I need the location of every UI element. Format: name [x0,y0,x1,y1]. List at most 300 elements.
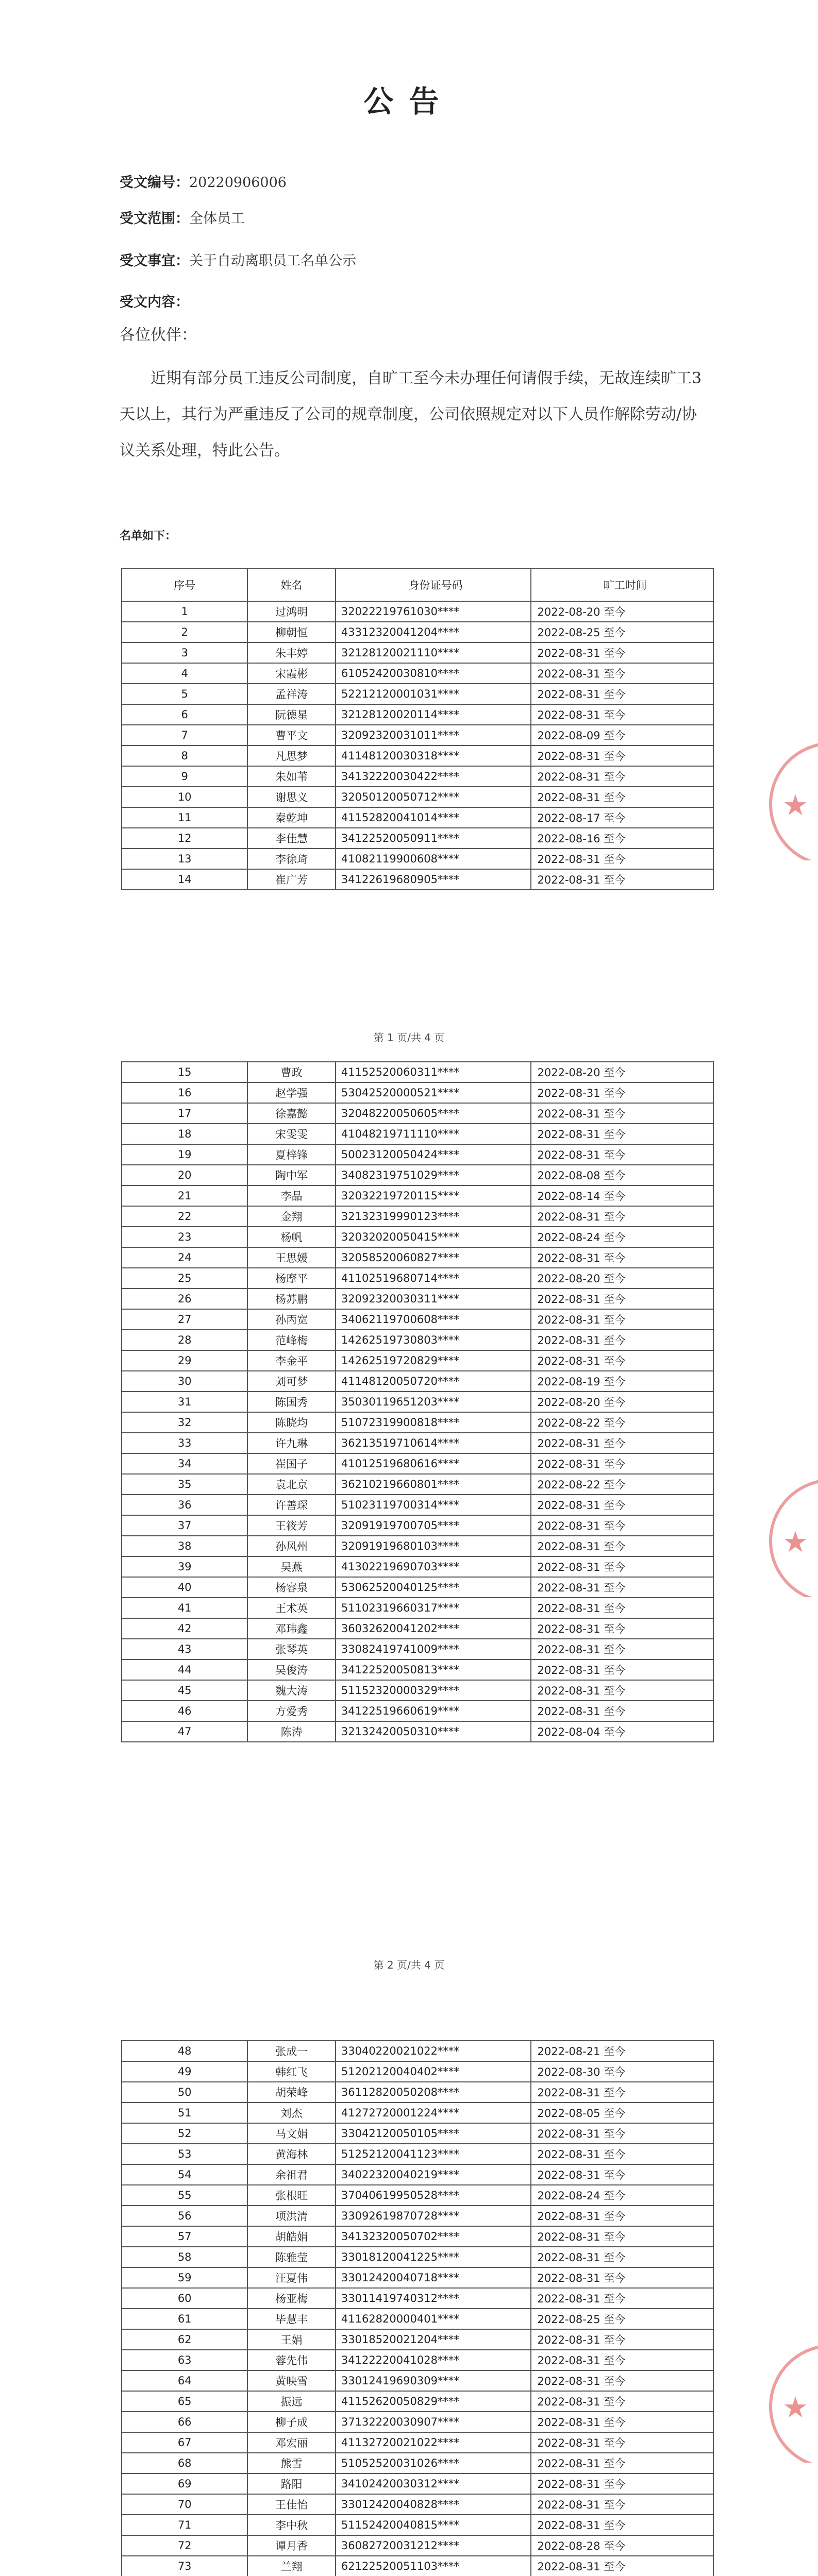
row-number: 59 [122,2267,247,2288]
employee-name: 杨亚梅 [247,2288,336,2309]
absence-date: 2022-08-31 至今 [531,745,714,766]
absence-date: 2022-08-31 至今 [531,1144,714,1165]
id-number: 32032219720115**** [336,1185,531,1206]
edge-stamp-1 [769,742,818,860]
table-row [122,2123,713,2144]
row-number: 22 [122,1206,247,1227]
id-number: 51072319900818**** [336,1412,531,1433]
id-number: 32048220050605**** [336,1103,531,1124]
id-number: 36032620041202**** [336,1618,531,1639]
table-row [122,1144,713,1165]
employee-name: 汪夏伟 [247,2267,336,2288]
employee-name: 许九琳 [247,1433,336,1453]
employee-name: 李金平 [247,1350,336,1371]
table-row [122,2309,713,2329]
id-number: 41302219690703**** [336,1556,531,1577]
employee-name: 胡皓娟 [247,2226,336,2247]
row-number: 19 [122,1144,247,1165]
star-icon: ★ [782,789,809,822]
id-number: 61052420030810**** [336,663,531,684]
absence-date: 2022-08-31 至今 [531,1082,714,1103]
row-number: 70 [122,2494,247,2515]
absence-date: 2022-08-31 至今 [531,1433,714,1453]
employee-name: 孙风州 [247,1536,336,1556]
row-number: 27 [122,1309,247,1330]
row-number: 14 [122,869,247,890]
employee-name: 陈国秀 [247,1392,336,1412]
absence-date: 2022-08-31 至今 [531,1536,714,1556]
table-row [122,2473,713,2494]
table-row [122,1659,713,1680]
absence-date: 2022-08-31 至今 [531,2267,714,2288]
id-number: 33011419740312**** [336,2288,531,2309]
row-number: 30 [122,1371,247,1392]
table-row [122,642,713,663]
table-row [122,766,713,787]
absence-date: 2022-08-31 至今 [531,2288,714,2309]
employee-name: 吴俊涛 [247,1659,336,1680]
table-row [122,1082,713,1103]
absence-date: 2022-08-31 至今 [531,2556,714,2576]
absence-date: 2022-08-31 至今 [531,1577,714,1598]
field-value: 全体员工 [189,211,245,227]
table-row [122,1412,713,1433]
row-number: 18 [122,1124,247,1144]
id-number: 41012519680616**** [336,1453,531,1474]
absence-date: 2022-08-31 至今 [531,2144,714,2164]
row-number: 12 [122,828,247,849]
employee-name: 范峰梅 [247,1330,336,1350]
row-number: 54 [122,2164,247,2185]
table-row [122,2247,713,2267]
row-number: 67 [122,2432,247,2453]
row-number: 6 [122,704,247,725]
row-number: 38 [122,1536,247,1556]
absence-date: 2022-08-31 至今 [531,1618,714,1639]
table-row [122,745,713,766]
row-number: 37 [122,1515,247,1536]
notice-field-content [120,291,189,311]
row-number: 39 [122,1556,247,1577]
employee-name: 袁北京 [247,1474,336,1495]
id-number: 36210219660801**** [336,1474,531,1495]
id-number: 50023120050424**** [336,1144,531,1165]
row-number: 41 [122,1598,247,1618]
row-number: 11 [122,807,247,828]
row-number: 36 [122,1495,247,1515]
absence-date: 2022-08-20 至今 [531,1062,714,1082]
employee-name: 柳朝恒 [247,622,336,642]
absence-date: 2022-08-09 至今 [531,725,714,745]
absence-date: 2022-08-31 至今 [531,1515,714,1536]
row-number: 32 [122,1412,247,1433]
absence-date: 2022-08-20 至今 [531,1392,714,1412]
table-row [122,2350,713,2370]
employee-name: 黄映雪 [247,2370,336,2391]
table-row [122,2494,713,2515]
id-number: 36082720031212**** [336,2535,531,2556]
id-number: 51152420040815**** [336,2515,531,2535]
table-row [122,725,713,745]
employee-table-page-2 [121,1061,714,1742]
employee-name: 吴燕 [247,1556,336,1577]
table-row [122,2391,713,2412]
absence-date: 2022-08-31 至今 [531,2350,714,2370]
row-number: 69 [122,2473,247,2494]
employee-name: 杨苏鹏 [247,1289,336,1309]
absence-date: 2022-08-31 至今 [531,2370,714,2391]
employee-name: 魏大涛 [247,1680,336,1701]
table-row [122,1062,713,1082]
row-number: 56 [122,2206,247,2226]
id-number: 14262519730803**** [336,1330,531,1350]
table-header-cell: 旷工时间 [531,568,714,601]
row-number: 50 [122,2082,247,2103]
row-number: 3 [122,642,247,663]
absence-date: 2022-08-31 至今 [531,1556,714,1577]
id-number: 32092320031011**** [336,725,531,745]
row-number: 2 [122,622,247,642]
absence-date: 2022-08-31 至今 [531,2391,714,2412]
id-number: 41148120030318**** [336,745,531,766]
employee-name: 王术英 [247,1598,336,1618]
row-number: 16 [122,1082,247,1103]
field-value: 关于自动离职员工名单公示 [189,253,356,269]
row-number: 10 [122,787,247,807]
employee-name: 杨容泉 [247,1577,336,1598]
employee-name: 熊雪 [247,2453,336,2473]
notice-field-scope [120,207,245,227]
row-number: 5 [122,684,247,704]
employee-table-page-3 [121,2040,714,2576]
id-number: 41102519680714**** [336,1268,531,1289]
id-number: 34102420030312**** [336,2473,531,2494]
id-number: 43312320041204**** [336,622,531,642]
absence-date: 2022-08-25 至今 [531,2309,714,2329]
id-number: 41162820000401**** [336,2309,531,2329]
row-number: 4 [122,663,247,684]
id-number: 34122220041028**** [336,2350,531,2370]
row-number: 43 [122,1639,247,1659]
absence-date: 2022-08-31 至今 [531,787,714,807]
absence-date: 2022-08-14 至今 [531,1185,714,1206]
absence-date: 2022-08-31 至今 [531,2453,714,2473]
table-row [122,787,713,807]
table-header-row [122,568,713,601]
table-row [122,2515,713,2535]
table-row [122,2329,713,2350]
employee-name: 马文娟 [247,2123,336,2144]
id-number: 32128120021110**** [336,642,531,663]
row-number: 1 [122,601,247,622]
id-number: 41082119900608**** [336,849,531,869]
employee-name: 邓宏丽 [247,2432,336,2453]
id-number: 34122520050813**** [336,1659,531,1680]
id-number: 53062520040125**** [336,1577,531,1598]
table-row [122,1453,713,1474]
id-number: 33042120050105**** [336,2123,531,2144]
id-number: 51102319660317**** [336,1598,531,1618]
id-number: 34132220030422**** [336,766,531,787]
row-number: 73 [122,2556,247,2576]
absence-date: 2022-08-16 至今 [531,828,714,849]
id-number: 32128120020114**** [336,704,531,725]
row-number: 35 [122,1474,247,1495]
field-value: 20220906006 [189,175,287,191]
field-key: 受文事宜： [120,253,189,269]
table-row [122,1680,713,1701]
employee-name: 韩红飞 [247,2061,336,2082]
row-number: 53 [122,2144,247,2164]
table-row [122,1598,713,1618]
absence-date: 2022-08-31 至今 [531,766,714,787]
id-number: 51023119700314**** [336,1495,531,1515]
row-number: 62 [122,2329,247,2350]
id-number: 51152320000329**** [336,1680,531,1701]
absence-date: 2022-08-31 至今 [531,2494,714,2515]
employee-name: 宋霞彬 [247,663,336,684]
row-number: 60 [122,2288,247,2309]
absence-date: 2022-08-20 至今 [531,1268,714,1289]
absence-date: 2022-08-31 至今 [531,1206,714,1227]
employee-name: 徐嘉懿 [247,1103,336,1124]
table-row [122,2206,713,2226]
employee-name: 李晶 [247,1185,336,1206]
employee-name: 蓉先伟 [247,2350,336,2370]
absence-date: 2022-08-31 至今 [531,1598,714,1618]
table-row [122,1721,713,1742]
notice-field-subject [120,249,356,269]
table-row [122,1309,713,1330]
table-row [122,2164,713,2185]
field-key: 受文内容： [120,294,189,310]
employee-name: 李佳慧 [247,828,336,849]
absence-date: 2022-08-31 至今 [531,2226,714,2247]
absence-date: 2022-08-22 至今 [531,1412,714,1433]
employee-name: 张琴英 [247,1639,336,1659]
id-number: 51202120040402**** [336,2061,531,2082]
table-row [122,1639,713,1659]
id-number: 41152520060311**** [336,1062,531,1082]
id-number: 36213519710614**** [336,1433,531,1453]
id-number: 34122520050911**** [336,828,531,849]
employee-name: 陈涛 [247,1721,336,1742]
employee-name: 崔国子 [247,1453,336,1474]
id-number: 34122519660619**** [336,1701,531,1721]
table-row [122,2226,713,2247]
employee-name: 朱丰婷 [247,642,336,663]
star-icon: ★ [782,1526,809,1559]
row-number: 63 [122,2350,247,2370]
id-number: 32092320030311**** [336,1289,531,1309]
absence-date: 2022-08-24 至今 [531,1227,714,1247]
employee-name: 王筱芳 [247,1515,336,1536]
table-row [122,1701,713,1721]
table-row [122,1124,713,1144]
row-number: 17 [122,1103,247,1124]
id-number: 32032020050415**** [336,1227,531,1247]
absence-date: 2022-08-31 至今 [531,869,714,890]
table-header-cell: 身份证号码 [336,568,531,601]
row-number: 72 [122,2535,247,2556]
employee-name: 夏梓锋 [247,1144,336,1165]
id-number: 34022320040219**** [336,2164,531,2185]
absence-date: 2022-08-31 至今 [531,2329,714,2350]
absence-date: 2022-08-31 至今 [531,1495,714,1515]
employee-name: 许善琛 [247,1495,336,1515]
id-number: 36112820050208**** [336,2082,531,2103]
employee-name: 王娟 [247,2329,336,2350]
employee-name: 张成一 [247,2041,336,2061]
row-number: 68 [122,2453,247,2473]
employee-name: 振远 [247,2391,336,2412]
page-footer: 第 1 页/共 4 页 [373,1031,445,1044]
edge-stamp-2 [769,1479,818,1597]
employee-name: 孙丙宽 [247,1309,336,1330]
row-number: 7 [122,725,247,745]
id-number: 37132220030907**** [336,2412,531,2432]
absence-date: 2022-08-31 至今 [531,1639,714,1659]
id-number: 32050120050712**** [336,787,531,807]
table-row [122,1536,713,1556]
absence-date: 2022-08-31 至今 [531,1453,714,1474]
employee-name: 黄海林 [247,2144,336,2164]
row-number: 46 [122,1701,247,1721]
table-row [122,807,713,828]
employee-name: 兰翔 [247,2556,336,2576]
absence-date: 2022-08-31 至今 [531,2123,714,2144]
absence-date: 2022-08-31 至今 [531,1350,714,1371]
absence-date: 2022-08-19 至今 [531,1371,714,1392]
absence-date: 2022-08-31 至今 [531,1103,714,1124]
id-number: 41132720021022**** [336,2432,531,2453]
employee-name: 陈雅莹 [247,2247,336,2267]
employee-name: 曹政 [247,1062,336,1082]
absence-date: 2022-08-31 至今 [531,1289,714,1309]
id-number: 32022219761030**** [336,601,531,622]
employee-name: 杨摩平 [247,1268,336,1289]
absence-date: 2022-08-28 至今 [531,2535,714,2556]
id-number: 33040220021022**** [336,2041,531,2061]
employee-name: 柳子成 [247,2412,336,2432]
absence-date: 2022-08-17 至今 [531,807,714,828]
id-number: 41272720001224**** [336,2103,531,2123]
row-number: 15 [122,1062,247,1082]
table-row [122,601,713,622]
field-key: 受文编号： [120,175,189,191]
id-number: 32132420050310**** [336,1721,531,1742]
absence-date: 2022-08-30 至今 [531,2061,714,2082]
id-number: 53042520000521**** [336,1082,531,1103]
row-number: 23 [122,1227,247,1247]
id-number: 32132319990123**** [336,1206,531,1227]
absence-date: 2022-08-22 至今 [531,1474,714,1495]
employee-name: 孟祥涛 [247,684,336,704]
id-number: 33018520021204**** [336,2329,531,2350]
table-row [122,2432,713,2453]
employee-name: 阮德星 [247,704,336,725]
page-footer: 第 2 页/共 4 页 [373,1959,445,1971]
id-number: 33082419741009**** [336,1639,531,1659]
absence-date: 2022-08-31 至今 [531,704,714,725]
employee-name: 张根旺 [247,2185,336,2206]
row-number: 26 [122,1289,247,1309]
employee-name: 余祖君 [247,2164,336,2185]
id-number: 37040619950528**** [336,2185,531,2206]
id-number: 33092619870728**** [336,2206,531,2226]
row-number: 29 [122,1350,247,1371]
row-number: 13 [122,849,247,869]
row-number: 31 [122,1392,247,1412]
table-row [122,2267,713,2288]
notice-body: 近期有部分员工违反公司制度，自旷工至今未办理任何请假手续，无故连续旷工3天以上，其行为严重违反了公司的规章制度，公司依照规定对以下人员作解除劳动/协议关系处理，特此公告。 [120,369,702,460]
absence-date: 2022-08-31 至今 [531,1309,714,1330]
row-number: 64 [122,2370,247,2391]
employee-name: 凡思梦 [247,745,336,766]
id-number: 41152820041014**** [336,807,531,828]
absence-date: 2022-08-31 至今 [531,2432,714,2453]
row-number: 58 [122,2247,247,2267]
id-number: 34082319751029**** [336,1165,531,1185]
row-number: 52 [122,2123,247,2144]
employee-name: 秦乾坤 [247,807,336,828]
employee-table-page-1 [121,568,714,890]
id-number: 62122520051103**** [336,2556,531,2576]
id-number: 32091919680103**** [336,1536,531,1556]
employee-name: 李徐琦 [247,849,336,869]
row-number: 61 [122,2309,247,2329]
absence-date: 2022-08-31 至今 [531,1659,714,1680]
table-row [122,1556,713,1577]
employee-name: 崔广芳 [247,869,336,890]
employee-name: 朱如苇 [247,766,336,787]
table-row [122,1206,713,1227]
id-number: 34132320050702**** [336,2226,531,2247]
table-row [122,2082,713,2103]
absence-date: 2022-08-20 至今 [531,601,714,622]
table-row [122,2453,713,2473]
absence-date: 2022-08-31 至今 [531,642,714,663]
table-row [122,1247,713,1268]
employee-name: 赵学强 [247,1082,336,1103]
employee-name: 曹平文 [247,725,336,745]
employee-name: 陈晓均 [247,1412,336,1433]
row-number: 20 [122,1165,247,1185]
table-row [122,828,713,849]
row-number: 40 [122,1577,247,1598]
table-header-cell: 序号 [122,568,247,601]
employee-name: 李中秋 [247,2515,336,2535]
id-number: 33012420040828**** [336,2494,531,2515]
row-number: 47 [122,1721,247,1742]
table-row [122,1474,713,1495]
list-label: 名单如下： [120,529,177,543]
employee-name: 方爱秀 [247,1701,336,1721]
absence-date: 2022-08-31 至今 [531,2164,714,2185]
id-number: 32058520060827**** [336,1247,531,1268]
id-number: 33012420040718**** [336,2267,531,2288]
table-row [122,869,713,890]
edge-stamp-3 [769,2344,818,2463]
row-number: 42 [122,1618,247,1639]
absence-date: 2022-08-24 至今 [531,2185,714,2206]
id-number: 35030119651203**** [336,1392,531,1412]
id-number: 34062119700608**** [336,1309,531,1330]
employee-name: 金翔 [247,1206,336,1227]
id-number: 41048219711110**** [336,1124,531,1144]
row-number: 66 [122,2412,247,2432]
table-row [122,1433,713,1453]
